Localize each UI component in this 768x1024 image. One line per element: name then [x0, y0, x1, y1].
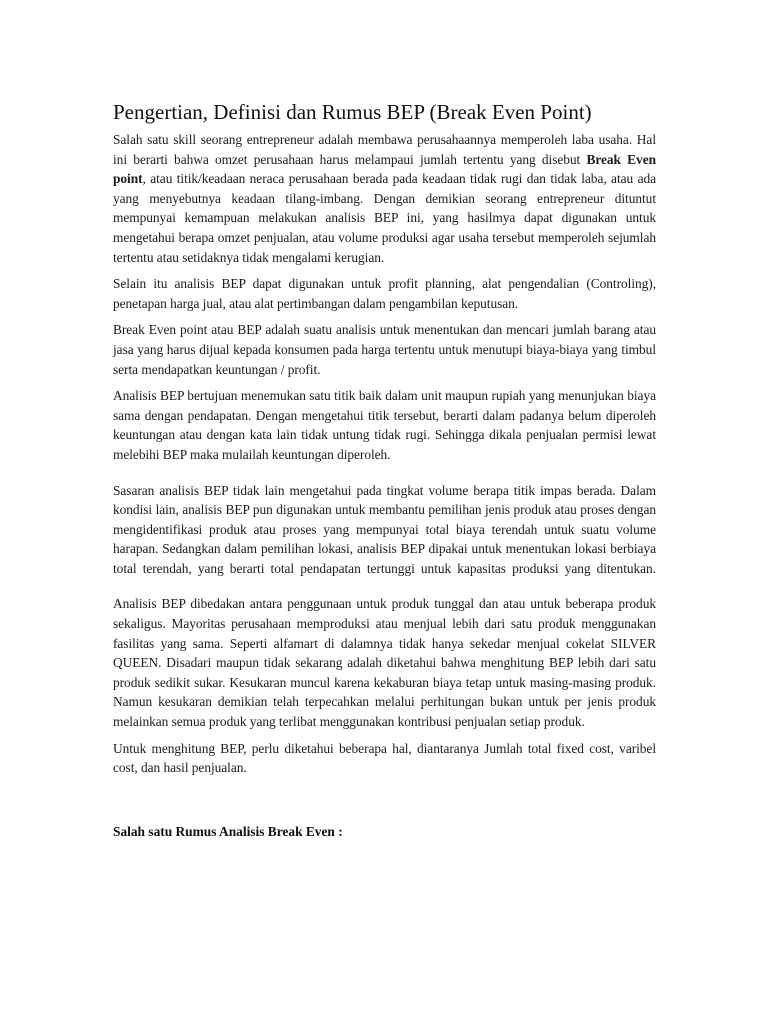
paragraph-intro-text-2: , atau titik/keadaan neraca perusahaan berada pada keadaan tidak rugi dan tidak laba, atau ada yang menyebutnya keadaan tilang-imbang. Dengan demikian seorang entrepreneur dituntut mempunyai kemampuan melakukan analisis BEP ini, yang hasilmya dapat digunakan untuk mengetahui berapa omzet penjualan, atau volume produksi agar usaha tersebut memperoleh sejumlah tertentu atau setidaknya tidak mengalami kerugian.	[113, 171, 656, 265]
page-title: Pengertian, Definisi dan Rumus BEP (Break Even Point)	[113, 100, 592, 124]
paragraph-definition: Break Even point atau BEP adalah suatu analisis untuk menentukan dan mencari jumlah barang atau jasa yang harus dijual kepada konsumen pada harga tertentu untuk menutupi biaya-biaya yang timbul serta mendapatkan keuntungan / profit.	[113, 322, 656, 377]
paragraph-target: Sasaran analisis BEP tidak lain mengetahui pada tingkat volume berapa titik impas berada. Dalam kondisi lain, analisis BEP pun digunakan untuk membantu pemilihan jenis produk atau proses dengan mengidentifikasi produk atau proses yang mempunyai total biaya terendah untuk suatu volume harapan. Sedangkan dalam pemilihan lokasi, analisis BEP dipakai untuk menentukan lokasi berbiaya total terendah, yang berarti total pendapatan tertunggi untuk kapasitas produksi yang ditentukan.	[113, 482, 656, 576]
formula-heading: Salah satu Rumus Analisis Break Even :	[113, 823, 343, 839]
paragraph-uses: Selain itu analisis BEP dapat digunakan untuk profit planning, alat pengendalian (Controling), penetapan harga jual, atau alat pertimbangan dalam pengambilan keputusan.	[113, 276, 656, 311]
document-body	[113, 98, 656, 841]
paragraph-products: Analisis BEP dibedakan antara penggunaan untuk produk tunggal dan atau untuk beberapa produk sekaligus. Mayoritas perusahaan memproduksi atau menjual lebih dari satu produk menggunakan fasilitas yang sama. Seperti alfamart di dalamnya tidak hanya sekedar menjual cokelat SILVER QUEEN. Disadari maupun tidak sekarang adalah diketahui bahwa menghitung BEP lebih dari satu produk sedikit sukar. Kesukaran muncul karena kekaburan biaya tetap untuk masing-masing produk. Namun kesukaran demikian telah terpecahkan melalui perhitungan bukan untuk per jenis produk melainkan semua produk yang terlibat menggunakan kontribusi penjualan setiap produk.	[113, 596, 656, 730]
paragraph-purpose: Analisis BEP bertujuan menemukan satu titik baik dalam unit maupun rupiah yang menunjukan biaya sama dengan pendapatan. Dengan mengetahui titik tersebut, berarti dalam padanya belum diperoleh keuntungan atau dengan kata lain tidak untung tidak rugi. Sehingga dikala penjualan permisi lewat melebihi BEP maka mulailah keuntungan diperoleh.	[113, 388, 656, 462]
paragraph-intro-text-1: Salah satu skill seorang entrepreneur adalah membawa perusahaannya memperoleh laba usaha. Hal ini berarti bahwa omzet perusahaan harus melampaui jumlah tertentu yang disebut	[113, 132, 656, 167]
break-even-point-term: Break Even point	[113, 151, 656, 187]
paragraph-calculation: Untuk menghitung BEP, perlu diketahui beberapa hal, diantaranya Jumlah total fixed cost, varibel cost, dan hasil penjualan.	[113, 740, 656, 776]
paragraph-intro	[113, 130, 656, 267]
